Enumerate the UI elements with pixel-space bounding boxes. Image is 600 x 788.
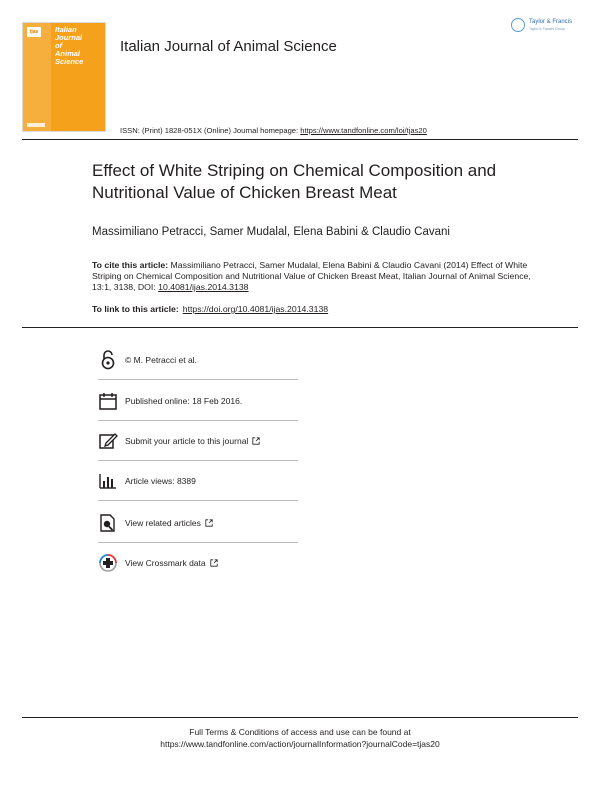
related-articles-icon [98,513,118,533]
edit-icon [98,431,118,451]
related-articles-link[interactable] [125,518,213,528]
article-views-text: Article views: 8389 [125,476,196,486]
cover-logo [27,27,41,37]
citation-doi-link[interactable]: 10.4081/ijas.2014.3138 [158,282,249,292]
publisher-name: Taylor & Francis [529,19,573,25]
citation-text: Massimiliano Petracci, Samer Mudalal, Elena Babini & Claudio Cavani (2014) Effect of White Striping on Chemical Composition and Nutritional Value of Chicken Breast Meat, Italian Journal of Animal Science, 13:1, 3138, DOI: [92,260,531,292]
publisher-subtitle: Taylor & Francis Group [529,27,565,31]
footer-journal-info-link[interactable]: https://www.tandfonline.com/action/journalInformation?journalCode=tjas20 [160,739,440,749]
cover-title-line: Science [55,57,84,66]
crossmark-text: View Crossmark data [125,558,206,568]
external-link-icon [210,559,218,567]
issn-text: ISSN: (Print) 1828-051X (Online) Journal homepage: [120,126,301,135]
journal-homepage-link[interactable]: https://www.tandfonline.com/loi/tjas20 [300,126,427,135]
bar-chart-icon [98,471,118,491]
cover-title-line: Animal [55,49,81,58]
cover-footer-mark [27,123,45,127]
publisher-logo [511,14,587,38]
submit-article-text: Submit your article to this journal [125,436,249,446]
crossmark-row[interactable] [98,553,518,573]
citation [92,260,542,293]
cover-logo-text: tjas [29,29,39,35]
header-divider [22,139,578,140]
citation-label: To cite this article: [92,260,169,270]
article-doi-url[interactable]: https://doi.org/10.4081/ijas.2014.3138 [182,304,329,314]
copyright-text: © M. Petracci et al. [125,355,197,365]
article-authors: Massimiliano Petracci, Samer Mudalal, Elena Babini & Claudio Cavani [92,226,450,238]
submit-row[interactable] [98,431,518,451]
publisher-logo-icon [511,18,525,32]
related-articles-text: View related articles [125,518,201,528]
cover-title-line: of [55,41,63,50]
row-divider [98,420,298,421]
cover-title-line: Journal [55,33,83,42]
article-title: Effect of White Striping on Chemical Composition and Nutritional Value of Chicken Breast Meat [92,161,497,202]
article-link [92,304,328,314]
cover-title-line: Italian [55,25,77,34]
footer-divider [22,717,578,718]
calendar-icon [98,391,118,411]
row-divider [98,542,298,543]
related-row[interactable] [98,513,518,533]
cover-title [55,26,107,66]
cover-strip [23,23,51,133]
journal-cover [22,22,106,132]
crossmark-icon [98,553,118,573]
external-link-icon [205,519,213,527]
published-text: Published online: 18 Feb 2016. [125,396,243,406]
published-row [98,391,518,411]
row-divider [98,379,298,380]
row-divider [98,500,298,501]
journal-name: Italian Journal of Animal Science [120,38,337,55]
footer [0,726,600,750]
crossmark-link[interactable] [125,558,218,568]
submit-article-link[interactable] [125,436,260,446]
views-row [98,471,518,491]
issn-line [120,126,427,135]
external-link-icon [252,437,260,445]
citation-divider [22,327,578,328]
open-access-icon [98,350,118,370]
footer-terms-text: Full Terms & Conditions of access and use can be found at [189,727,411,737]
row-divider [98,460,298,461]
copyright-row [98,350,518,370]
article-link-label: To link to this article: [92,304,179,314]
